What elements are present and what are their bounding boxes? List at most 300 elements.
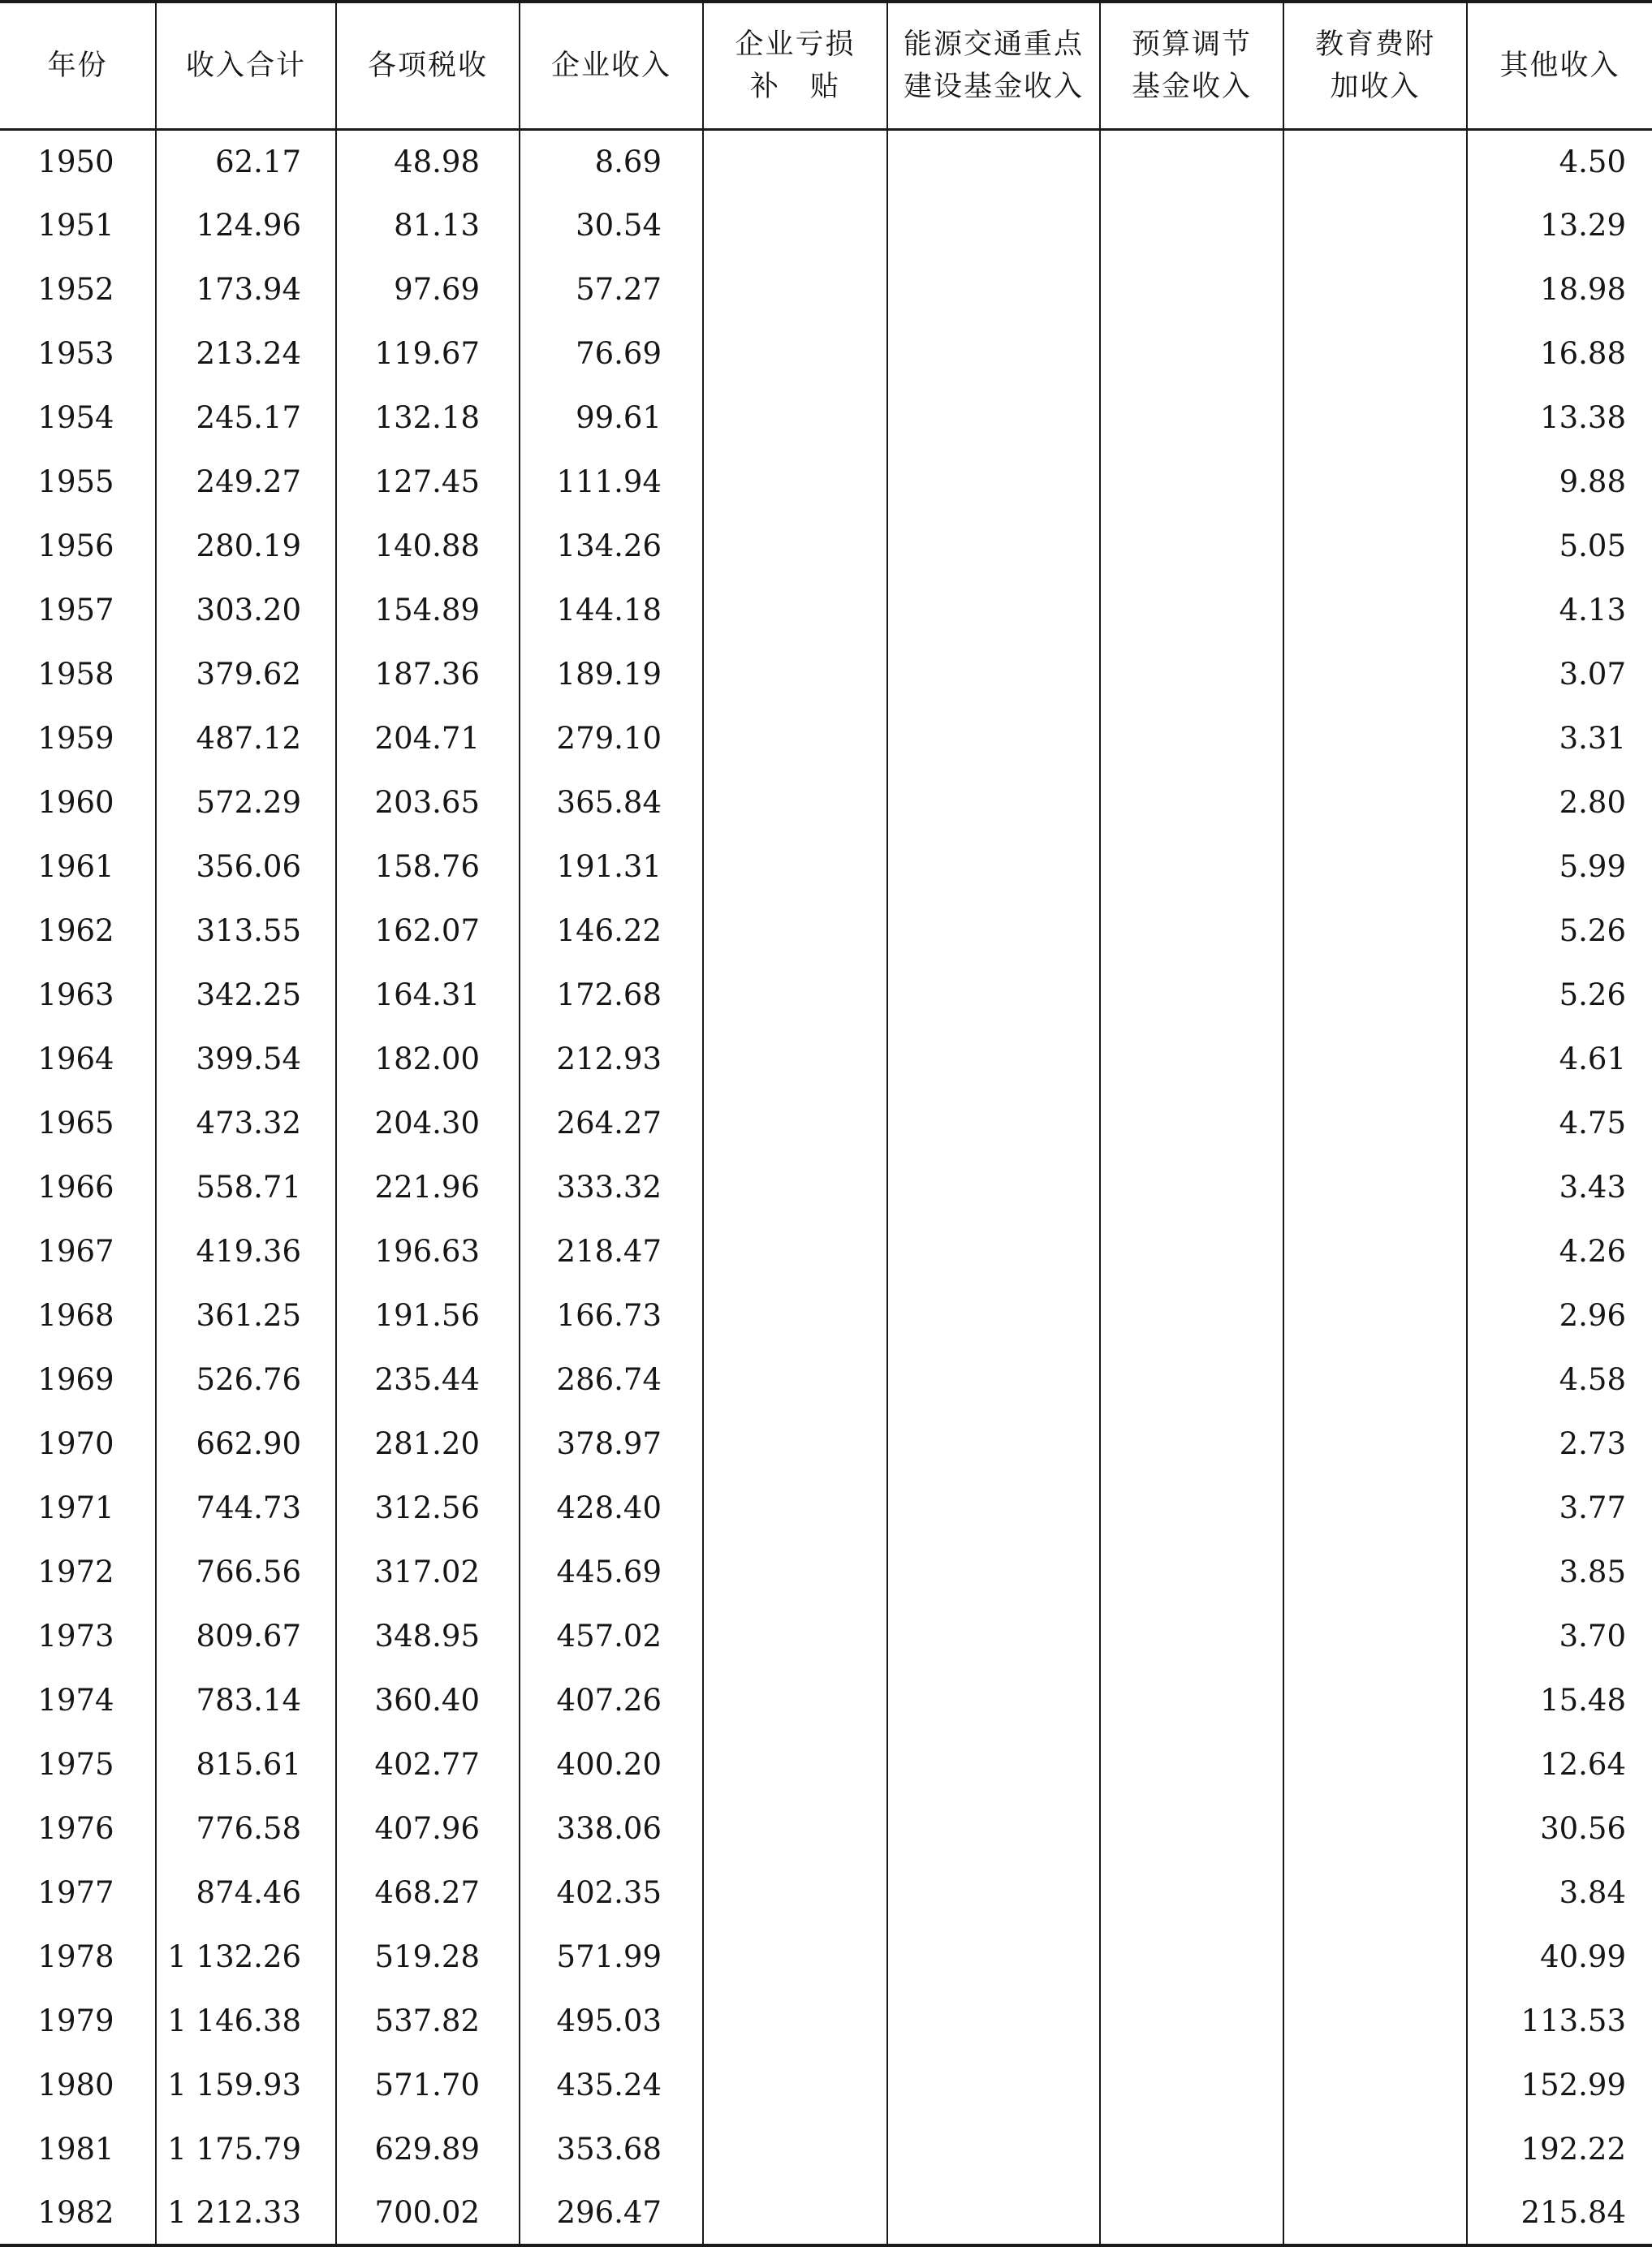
enterprise-revenue-cell: 191.31 — [520, 835, 703, 899]
total-revenue-cell: 124.96 — [156, 193, 336, 257]
budget-adjustment-fund-cell — [1100, 1348, 1283, 1412]
education-surcharge-cell — [1283, 1412, 1467, 1476]
education-surcharge-cell — [1283, 257, 1467, 321]
enterprise-loss-subsidy-cell — [703, 963, 887, 1027]
other-revenue-cell: 113.53 — [1467, 1989, 1652, 2053]
year-cell: 1955 — [37, 464, 114, 499]
tax-revenue-cell: 187.36 — [336, 642, 520, 706]
table-row — [0, 257, 1652, 321]
education-surcharge-cell — [1283, 1540, 1467, 1604]
energy-transport-fund-cell — [887, 514, 1100, 578]
other-revenue-cell: 5.99 — [1467, 835, 1652, 899]
budget-adjustment-fund-cell — [1100, 129, 1283, 193]
enterprise-loss-subsidy-cell — [703, 2117, 887, 2181]
other-revenue-cell: 3.77 — [1467, 1476, 1652, 1540]
enterprise-loss-subsidy-cell — [703, 386, 887, 450]
tax-revenue-cell: 127.45 — [336, 450, 520, 514]
energy-transport-fund-cell — [887, 1091, 1100, 1155]
enterprise-revenue-cell: 8.69 — [520, 129, 703, 193]
year-cell: 1973 — [37, 1619, 114, 1654]
year-cell: 1960 — [37, 785, 114, 820]
table-row — [0, 1091, 1652, 1155]
energy-transport-fund-cell — [887, 899, 1100, 963]
table-row — [0, 835, 1652, 899]
enterprise-loss-subsidy-cell — [703, 1604, 887, 1668]
tax-revenue-cell: 407.96 — [336, 1796, 520, 1861]
enterprise-revenue-cell: 218.47 — [520, 1219, 703, 1283]
budget-adjustment-fund-cell — [1100, 642, 1283, 706]
enterprise-loss-subsidy-cell — [703, 1476, 887, 1540]
header-total-revenue: 收入合计 — [156, 2, 336, 129]
other-revenue-cell: 152.99 — [1467, 2053, 1652, 2117]
energy-transport-fund-cell — [887, 1732, 1100, 1796]
header-year: 年份 — [0, 2, 156, 129]
other-revenue-cell: 30.56 — [1467, 1796, 1652, 1861]
table-row — [0, 1540, 1652, 1604]
enterprise-revenue-cell: 286.74 — [520, 1348, 703, 1412]
enterprise-revenue-cell: 30.54 — [520, 193, 703, 257]
header-row — [0, 2, 1652, 129]
budget-adjustment-fund-cell — [1100, 1796, 1283, 1861]
tax-revenue-cell: 204.30 — [336, 1091, 520, 1155]
education-surcharge-cell — [1283, 514, 1467, 578]
year-cell: 1956 — [37, 528, 114, 563]
energy-transport-fund-cell — [887, 1540, 1100, 1604]
table-row — [0, 1732, 1652, 1796]
tax-revenue-cell: 348.95 — [336, 1604, 520, 1668]
total-revenue-cell: 783.14 — [156, 1668, 336, 1732]
budget-adjustment-fund-cell — [1100, 1668, 1283, 1732]
total-revenue-cell: 662.90 — [156, 1412, 336, 1476]
enterprise-revenue-cell: 134.26 — [520, 514, 703, 578]
tax-revenue-cell: 360.40 — [336, 1668, 520, 1732]
energy-transport-fund-cell — [887, 1861, 1100, 1925]
tax-revenue-cell: 204.71 — [336, 706, 520, 770]
education-surcharge-cell — [1283, 1155, 1467, 1219]
enterprise-loss-subsidy-cell — [703, 899, 887, 963]
enterprise-revenue-cell: 146.22 — [520, 899, 703, 963]
enterprise-loss-subsidy-cell — [703, 1540, 887, 1604]
table-row — [0, 899, 1652, 963]
enterprise-loss-subsidy-cell — [703, 1219, 887, 1283]
year-cell: 1979 — [37, 2003, 114, 2038]
energy-transport-fund-cell — [887, 1989, 1100, 2053]
education-surcharge-cell — [1283, 129, 1467, 193]
energy-transport-fund-cell — [887, 578, 1100, 642]
table-row — [0, 578, 1652, 642]
education-surcharge-cell — [1283, 706, 1467, 770]
energy-transport-fund-cell — [887, 1412, 1100, 1476]
budget-adjustment-fund-cell — [1100, 899, 1283, 963]
year-cell: 1981 — [37, 2132, 114, 2167]
total-revenue-cell: 356.06 — [156, 835, 336, 899]
enterprise-loss-subsidy-cell — [703, 257, 887, 321]
other-revenue-cell: 215.84 — [1467, 2181, 1652, 2245]
energy-transport-fund-cell — [887, 450, 1100, 514]
budget-adjustment-fund-cell — [1100, 514, 1283, 578]
table-row — [0, 193, 1652, 257]
table-row — [0, 1861, 1652, 1925]
education-surcharge-cell — [1283, 1027, 1467, 1091]
total-revenue-cell: 1 132.26 — [156, 1925, 336, 1989]
energy-transport-fund-cell — [887, 963, 1100, 1027]
other-revenue-cell: 2.73 — [1467, 1412, 1652, 1476]
table-row — [0, 1604, 1652, 1668]
enterprise-loss-subsidy-cell — [703, 321, 887, 386]
tax-revenue-cell: 191.56 — [336, 1283, 520, 1348]
tax-revenue-cell: 402.77 — [336, 1732, 520, 1796]
education-surcharge-cell — [1283, 1283, 1467, 1348]
budget-adjustment-fund-cell — [1100, 450, 1283, 514]
education-surcharge-cell — [1283, 193, 1467, 257]
header-budget-adjustment-fund: 预算调节 基金收入 — [1100, 2, 1283, 129]
enterprise-revenue-cell: 172.68 — [520, 963, 703, 1027]
year-cell: 1950 — [37, 144, 114, 179]
other-revenue-cell: 12.64 — [1467, 1732, 1652, 1796]
total-revenue-cell: 809.67 — [156, 1604, 336, 1668]
year-cell: 1951 — [37, 208, 114, 243]
table-row — [0, 963, 1652, 1027]
other-revenue-cell: 4.58 — [1467, 1348, 1652, 1412]
budget-adjustment-fund-cell — [1100, 706, 1283, 770]
enterprise-revenue-cell: 495.03 — [520, 1989, 703, 2053]
enterprise-loss-subsidy-cell — [703, 2053, 887, 2117]
enterprise-revenue-cell: 279.10 — [520, 706, 703, 770]
energy-transport-fund-cell — [887, 1925, 1100, 1989]
enterprise-loss-subsidy-cell — [703, 2181, 887, 2245]
enterprise-revenue-cell: 428.40 — [520, 1476, 703, 1540]
tax-revenue-cell: 537.82 — [336, 1989, 520, 2053]
enterprise-loss-subsidy-cell — [703, 450, 887, 514]
budget-adjustment-fund-cell — [1100, 1091, 1283, 1155]
other-revenue-cell: 4.61 — [1467, 1027, 1652, 1091]
total-revenue-cell: 399.54 — [156, 1027, 336, 1091]
total-revenue-cell: 1 159.93 — [156, 2053, 336, 2117]
budget-adjustment-fund-cell — [1100, 1925, 1283, 1989]
total-revenue-cell: 62.17 — [156, 129, 336, 193]
enterprise-loss-subsidy-cell — [703, 129, 887, 193]
total-revenue-cell: 245.17 — [156, 386, 336, 450]
year-cell: 1959 — [37, 721, 114, 756]
education-surcharge-cell — [1283, 963, 1467, 1027]
other-revenue-cell: 15.48 — [1467, 1668, 1652, 1732]
tax-revenue-cell: 162.07 — [336, 899, 520, 963]
budget-adjustment-fund-cell — [1100, 193, 1283, 257]
education-surcharge-cell — [1283, 450, 1467, 514]
enterprise-loss-subsidy-cell — [703, 578, 887, 642]
enterprise-revenue-cell: 99.61 — [520, 386, 703, 450]
enterprise-loss-subsidy-cell — [703, 1668, 887, 1732]
education-surcharge-cell — [1283, 1476, 1467, 1540]
enterprise-revenue-cell: 378.97 — [520, 1412, 703, 1476]
energy-transport-fund-cell — [887, 1155, 1100, 1219]
total-revenue-cell: 815.61 — [156, 1732, 336, 1796]
enterprise-revenue-cell: 445.69 — [520, 1540, 703, 1604]
budget-adjustment-fund-cell — [1100, 835, 1283, 899]
tax-revenue-cell: 312.56 — [336, 1476, 520, 1540]
total-revenue-cell: 173.94 — [156, 257, 336, 321]
total-revenue-cell: 303.20 — [156, 578, 336, 642]
enterprise-revenue-cell: 212.93 — [520, 1027, 703, 1091]
enterprise-loss-subsidy-cell — [703, 1283, 887, 1348]
enterprise-loss-subsidy-cell — [703, 706, 887, 770]
total-revenue-cell: 213.24 — [156, 321, 336, 386]
other-revenue-cell: 40.99 — [1467, 1925, 1652, 1989]
header-enterprise-loss-subsidy: 企业亏损 补 贴 — [703, 2, 887, 129]
enterprise-loss-subsidy-cell — [703, 1989, 887, 2053]
table-row — [0, 1925, 1652, 1989]
total-revenue-cell: 1 212.33 — [156, 2181, 336, 2245]
year-cell: 1961 — [37, 849, 114, 884]
other-revenue-cell: 3.31 — [1467, 706, 1652, 770]
total-revenue-cell: 280.19 — [156, 514, 336, 578]
budget-adjustment-fund-cell — [1100, 963, 1283, 1027]
enterprise-loss-subsidy-cell — [703, 1412, 887, 1476]
table-row — [0, 1219, 1652, 1283]
enterprise-loss-subsidy-cell — [703, 1796, 887, 1861]
year-cell: 1977 — [37, 1875, 114, 1910]
other-revenue-cell: 3.70 — [1467, 1604, 1652, 1668]
enterprise-revenue-cell: 76.69 — [520, 321, 703, 386]
enterprise-revenue-cell: 571.99 — [520, 1925, 703, 1989]
budget-adjustment-fund-cell — [1100, 1155, 1283, 1219]
tax-revenue-cell: 81.13 — [336, 193, 520, 257]
energy-transport-fund-cell — [887, 2053, 1100, 2117]
education-surcharge-cell — [1283, 1668, 1467, 1732]
table-row — [0, 129, 1652, 193]
total-revenue-cell: 487.12 — [156, 706, 336, 770]
education-surcharge-cell — [1283, 386, 1467, 450]
other-revenue-cell: 3.84 — [1467, 1861, 1652, 1925]
budget-adjustment-fund-cell — [1100, 1412, 1283, 1476]
enterprise-revenue-cell: 189.19 — [520, 642, 703, 706]
energy-transport-fund-cell — [887, 1283, 1100, 1348]
header-tax-revenue: 各项税收 — [336, 2, 520, 129]
table-row — [0, 386, 1652, 450]
energy-transport-fund-cell — [887, 706, 1100, 770]
other-revenue-cell: 13.38 — [1467, 386, 1652, 450]
budget-adjustment-fund-cell — [1100, 2181, 1283, 2245]
year-cell: 1972 — [37, 1555, 114, 1589]
header-education-surcharge: 教育费附 加收入 — [1283, 2, 1467, 129]
education-surcharge-cell — [1283, 1925, 1467, 1989]
enterprise-loss-subsidy-cell — [703, 835, 887, 899]
other-revenue-cell: 5.26 — [1467, 899, 1652, 963]
enterprise-revenue-cell: 435.24 — [520, 2053, 703, 2117]
total-revenue-cell: 379.62 — [156, 642, 336, 706]
energy-transport-fund-cell — [887, 129, 1100, 193]
year-cell: 1954 — [37, 400, 114, 435]
tax-revenue-cell: 203.65 — [336, 770, 520, 835]
table-row — [0, 1348, 1652, 1412]
other-revenue-cell: 3.43 — [1467, 1155, 1652, 1219]
year-cell: 1952 — [37, 272, 114, 307]
energy-transport-fund-cell — [887, 2117, 1100, 2181]
tax-revenue-cell: 571.70 — [336, 2053, 520, 2117]
education-surcharge-cell — [1283, 1604, 1467, 1668]
enterprise-revenue-cell: 457.02 — [520, 1604, 703, 1668]
total-revenue-cell: 249.27 — [156, 450, 336, 514]
enterprise-loss-subsidy-cell — [703, 1027, 887, 1091]
year-cell: 1957 — [37, 593, 114, 628]
other-revenue-cell: 2.96 — [1467, 1283, 1652, 1348]
table-row — [0, 770, 1652, 835]
tax-revenue-cell: 281.20 — [336, 1412, 520, 1476]
year-cell: 1969 — [37, 1362, 114, 1397]
year-cell: 1963 — [37, 977, 114, 1012]
year-cell: 1980 — [37, 2068, 114, 2103]
enterprise-revenue-cell: 144.18 — [520, 578, 703, 642]
budget-adjustment-fund-cell — [1100, 2053, 1283, 2117]
table-row — [0, 2181, 1652, 2245]
budget-adjustment-fund-cell — [1100, 1604, 1283, 1668]
education-surcharge-cell — [1283, 2053, 1467, 2117]
budget-adjustment-fund-cell — [1100, 1861, 1283, 1925]
year-cell: 1975 — [37, 1747, 114, 1782]
education-surcharge-cell — [1283, 1348, 1467, 1412]
budget-adjustment-fund-cell — [1100, 1219, 1283, 1283]
total-revenue-cell: 313.55 — [156, 899, 336, 963]
enterprise-loss-subsidy-cell — [703, 770, 887, 835]
energy-transport-fund-cell — [887, 1476, 1100, 1540]
budget-adjustment-fund-cell — [1100, 386, 1283, 450]
table-row — [0, 1668, 1652, 1732]
other-revenue-cell: 4.75 — [1467, 1091, 1652, 1155]
table-row — [0, 642, 1652, 706]
table-row — [0, 1989, 1652, 2053]
tax-revenue-cell: 468.27 — [336, 1861, 520, 1925]
table-row — [0, 450, 1652, 514]
other-revenue-cell: 9.88 — [1467, 450, 1652, 514]
other-revenue-cell: 3.85 — [1467, 1540, 1652, 1604]
year-cell: 1974 — [37, 1683, 114, 1718]
budget-adjustment-fund-cell — [1100, 1540, 1283, 1604]
year-cell: 1971 — [37, 1490, 114, 1525]
education-surcharge-cell — [1283, 642, 1467, 706]
total-revenue-cell: 766.56 — [156, 1540, 336, 1604]
total-revenue-cell: 419.36 — [156, 1219, 336, 1283]
year-cell: 1953 — [37, 336, 114, 371]
enterprise-loss-subsidy-cell — [703, 1861, 887, 1925]
table-row — [0, 321, 1652, 386]
enterprise-loss-subsidy-cell — [703, 1091, 887, 1155]
other-revenue-cell: 16.88 — [1467, 321, 1652, 386]
tax-revenue-cell: 158.76 — [336, 835, 520, 899]
other-revenue-cell: 4.13 — [1467, 578, 1652, 642]
year-cell: 1967 — [37, 1234, 114, 1269]
tax-revenue-cell: 629.89 — [336, 2117, 520, 2181]
total-revenue-cell: 558.71 — [156, 1155, 336, 1219]
other-revenue-cell: 18.98 — [1467, 257, 1652, 321]
tax-revenue-cell: 196.63 — [336, 1219, 520, 1283]
tax-revenue-cell: 97.69 — [336, 257, 520, 321]
enterprise-revenue-cell: 400.20 — [520, 1732, 703, 1796]
table-row — [0, 1412, 1652, 1476]
energy-transport-fund-cell — [887, 642, 1100, 706]
table-body — [0, 129, 1652, 2245]
energy-transport-fund-cell — [887, 1604, 1100, 1668]
budget-adjustment-fund-cell — [1100, 770, 1283, 835]
education-surcharge-cell — [1283, 1732, 1467, 1796]
year-cell: 1978 — [37, 1939, 114, 1974]
total-revenue-cell: 473.32 — [156, 1091, 336, 1155]
tax-revenue-cell: 221.96 — [336, 1155, 520, 1219]
tax-revenue-cell: 48.98 — [336, 129, 520, 193]
energy-transport-fund-cell — [887, 1796, 1100, 1861]
year-cell: 1965 — [37, 1106, 114, 1141]
table-row — [0, 1155, 1652, 1219]
enterprise-revenue-cell: 365.84 — [520, 770, 703, 835]
table-row — [0, 514, 1652, 578]
year-cell: 1958 — [37, 657, 114, 692]
enterprise-loss-subsidy-cell — [703, 642, 887, 706]
total-revenue-cell: 874.46 — [156, 1861, 336, 1925]
table-row — [0, 1796, 1652, 1861]
tax-revenue-cell: 235.44 — [336, 1348, 520, 1412]
header-other-revenue: 其他收入 — [1467, 2, 1652, 129]
enterprise-revenue-cell: 296.47 — [520, 2181, 703, 2245]
enterprise-loss-subsidy-cell — [703, 193, 887, 257]
education-surcharge-cell — [1283, 835, 1467, 899]
table-row — [0, 1283, 1652, 1348]
year-cell: 1976 — [37, 1811, 114, 1846]
education-surcharge-cell — [1283, 578, 1467, 642]
education-surcharge-cell — [1283, 1219, 1467, 1283]
energy-transport-fund-cell — [887, 321, 1100, 386]
table-row — [0, 2117, 1652, 2181]
year-cell: 1970 — [37, 1426, 114, 1461]
enterprise-revenue-cell: 57.27 — [520, 257, 703, 321]
energy-transport-fund-cell — [887, 1219, 1100, 1283]
table-row — [0, 2053, 1652, 2117]
tax-revenue-cell: 154.89 — [336, 578, 520, 642]
total-revenue-cell: 776.58 — [156, 1796, 336, 1861]
energy-transport-fund-cell — [887, 257, 1100, 321]
year-cell: 1962 — [37, 913, 114, 948]
enterprise-revenue-cell: 111.94 — [520, 450, 703, 514]
enterprise-loss-subsidy-cell — [703, 1732, 887, 1796]
year-cell: 1964 — [37, 1042, 114, 1076]
enterprise-revenue-cell: 166.73 — [520, 1283, 703, 1348]
budget-adjustment-fund-cell — [1100, 321, 1283, 386]
total-revenue-cell: 744.73 — [156, 1476, 336, 1540]
enterprise-revenue-cell: 353.68 — [520, 2117, 703, 2181]
year-cell: 1968 — [37, 1298, 114, 1333]
budget-adjustment-fund-cell — [1100, 1027, 1283, 1091]
header-enterprise-revenue: 企业收入 — [520, 2, 703, 129]
education-surcharge-cell — [1283, 1861, 1467, 1925]
budget-adjustment-fund-cell — [1100, 1283, 1283, 1348]
budget-adjustment-fund-cell — [1100, 1732, 1283, 1796]
budget-adjustment-fund-cell — [1100, 1989, 1283, 2053]
year-cell: 1966 — [37, 1170, 114, 1205]
energy-transport-fund-cell — [887, 2181, 1100, 2245]
energy-transport-fund-cell — [887, 386, 1100, 450]
education-surcharge-cell — [1283, 2117, 1467, 2181]
budget-adjustment-fund-cell — [1100, 578, 1283, 642]
energy-transport-fund-cell — [887, 770, 1100, 835]
other-revenue-cell: 5.26 — [1467, 963, 1652, 1027]
tax-revenue-cell: 140.88 — [336, 514, 520, 578]
year-cell: 1982 — [0, 2181, 156, 2245]
enterprise-revenue-cell: 264.27 — [520, 1091, 703, 1155]
budget-adjustment-fund-cell — [1100, 1476, 1283, 1540]
enterprise-loss-subsidy-cell — [703, 514, 887, 578]
other-revenue-cell: 13.29 — [1467, 193, 1652, 257]
education-surcharge-cell — [1283, 1091, 1467, 1155]
table-row — [0, 1476, 1652, 1540]
tax-revenue-cell: 119.67 — [336, 321, 520, 386]
